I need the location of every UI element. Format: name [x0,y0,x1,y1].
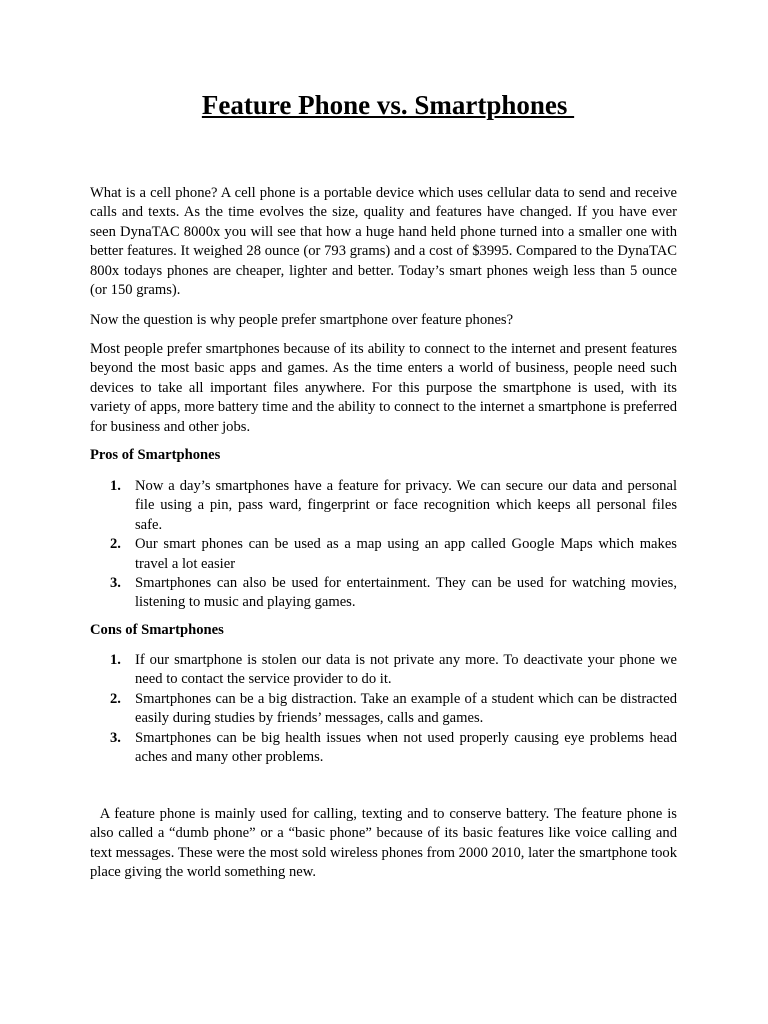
list-item-number: 1. [110,478,121,494]
list-item [90,477,677,535]
list-item [90,729,677,768]
list-item-text: Smartphones can also be used for entertainment. They can be used for watching movies, listening to music and playing games. [135,575,677,611]
list-item [90,651,677,690]
list-item [90,535,677,574]
feature-phone-paragraph: A feature phone is mainly used for calling, texting and to conserve battery. The feature phone is also called a “dumb phone” or a “basic phone” because of its basic features like voice calling and text messages. These were the most sold wireless phones from 2000 2010, later the smartphone took place giving the world something new. [90,806,681,881]
list-item [90,574,677,613]
list-item-number: 2. [110,536,121,553]
list-item-number: 3. [110,729,121,746]
list-item-number: 2. [110,690,121,707]
answer-paragraph: Most people prefer smartphones because of its ability to connect to the internet and present features beyond the most basic apps and games. As the time enters a world of business, people need such devices to take all important files anywhere. For this purpose the smartphone is used, with its variety of apps, more battery time and the ability to connect to the internet a smartphone is preferred for business and other jobs. [90,341,677,435]
list-item-text: Now a day’s smartphones have a feature for privacy. We can secure our data and personal file using a pin, pass ward, fingerprint or face recognition which keeps all personal files safe. [135,478,677,533]
list-item-text: Our smart phones can be used as a map using an app called Google Maps which makes travel a lot easier [135,536,677,572]
list-item-text: If our smartphone is stolen our data is not private any more. To deactivate your phone we need to contact the service provider to do it. [135,652,677,688]
pros-list [90,477,677,613]
pros-heading: Pros of Smartphones [90,447,221,463]
cons-heading: Cons of Smartphones [90,622,224,638]
intro-paragraph: What is a cell phone? A cell phone is a portable device which uses cellular data to send and receive calls and texts. As the time evolves the size, quality and features have changed. If you have ever seen DynaTAC 8000x you will see that how a huge hand held phone turned into a smaller one with better features. It weighed 28 ounce (or 793 grams) and a cost of $3995. Compared to the DynaTAC 800x todays phones are cheaper, lighter and better. Today’s smart phones weigh less than 5 ounce (or 150 grams). [90,185,677,299]
cons-list [90,651,677,767]
list-item-number: 3. [110,575,121,592]
question-paragraph: Now the question is why people prefer smartphone over feature phones? [90,312,514,328]
list-item-number: 1. [110,652,121,668]
document-title: Feature Phone vs. Smartphones [201,90,575,120]
list-item-text: Smartphones can be big health issues when not used properly causing eye problems head aches and many other problems. [135,729,677,766]
list-item-text: Smartphones can be a big distraction. Take an example of a student which can be distracted easily during studies by friends’ messages, calls and games. [135,690,677,727]
list-item [90,690,677,729]
